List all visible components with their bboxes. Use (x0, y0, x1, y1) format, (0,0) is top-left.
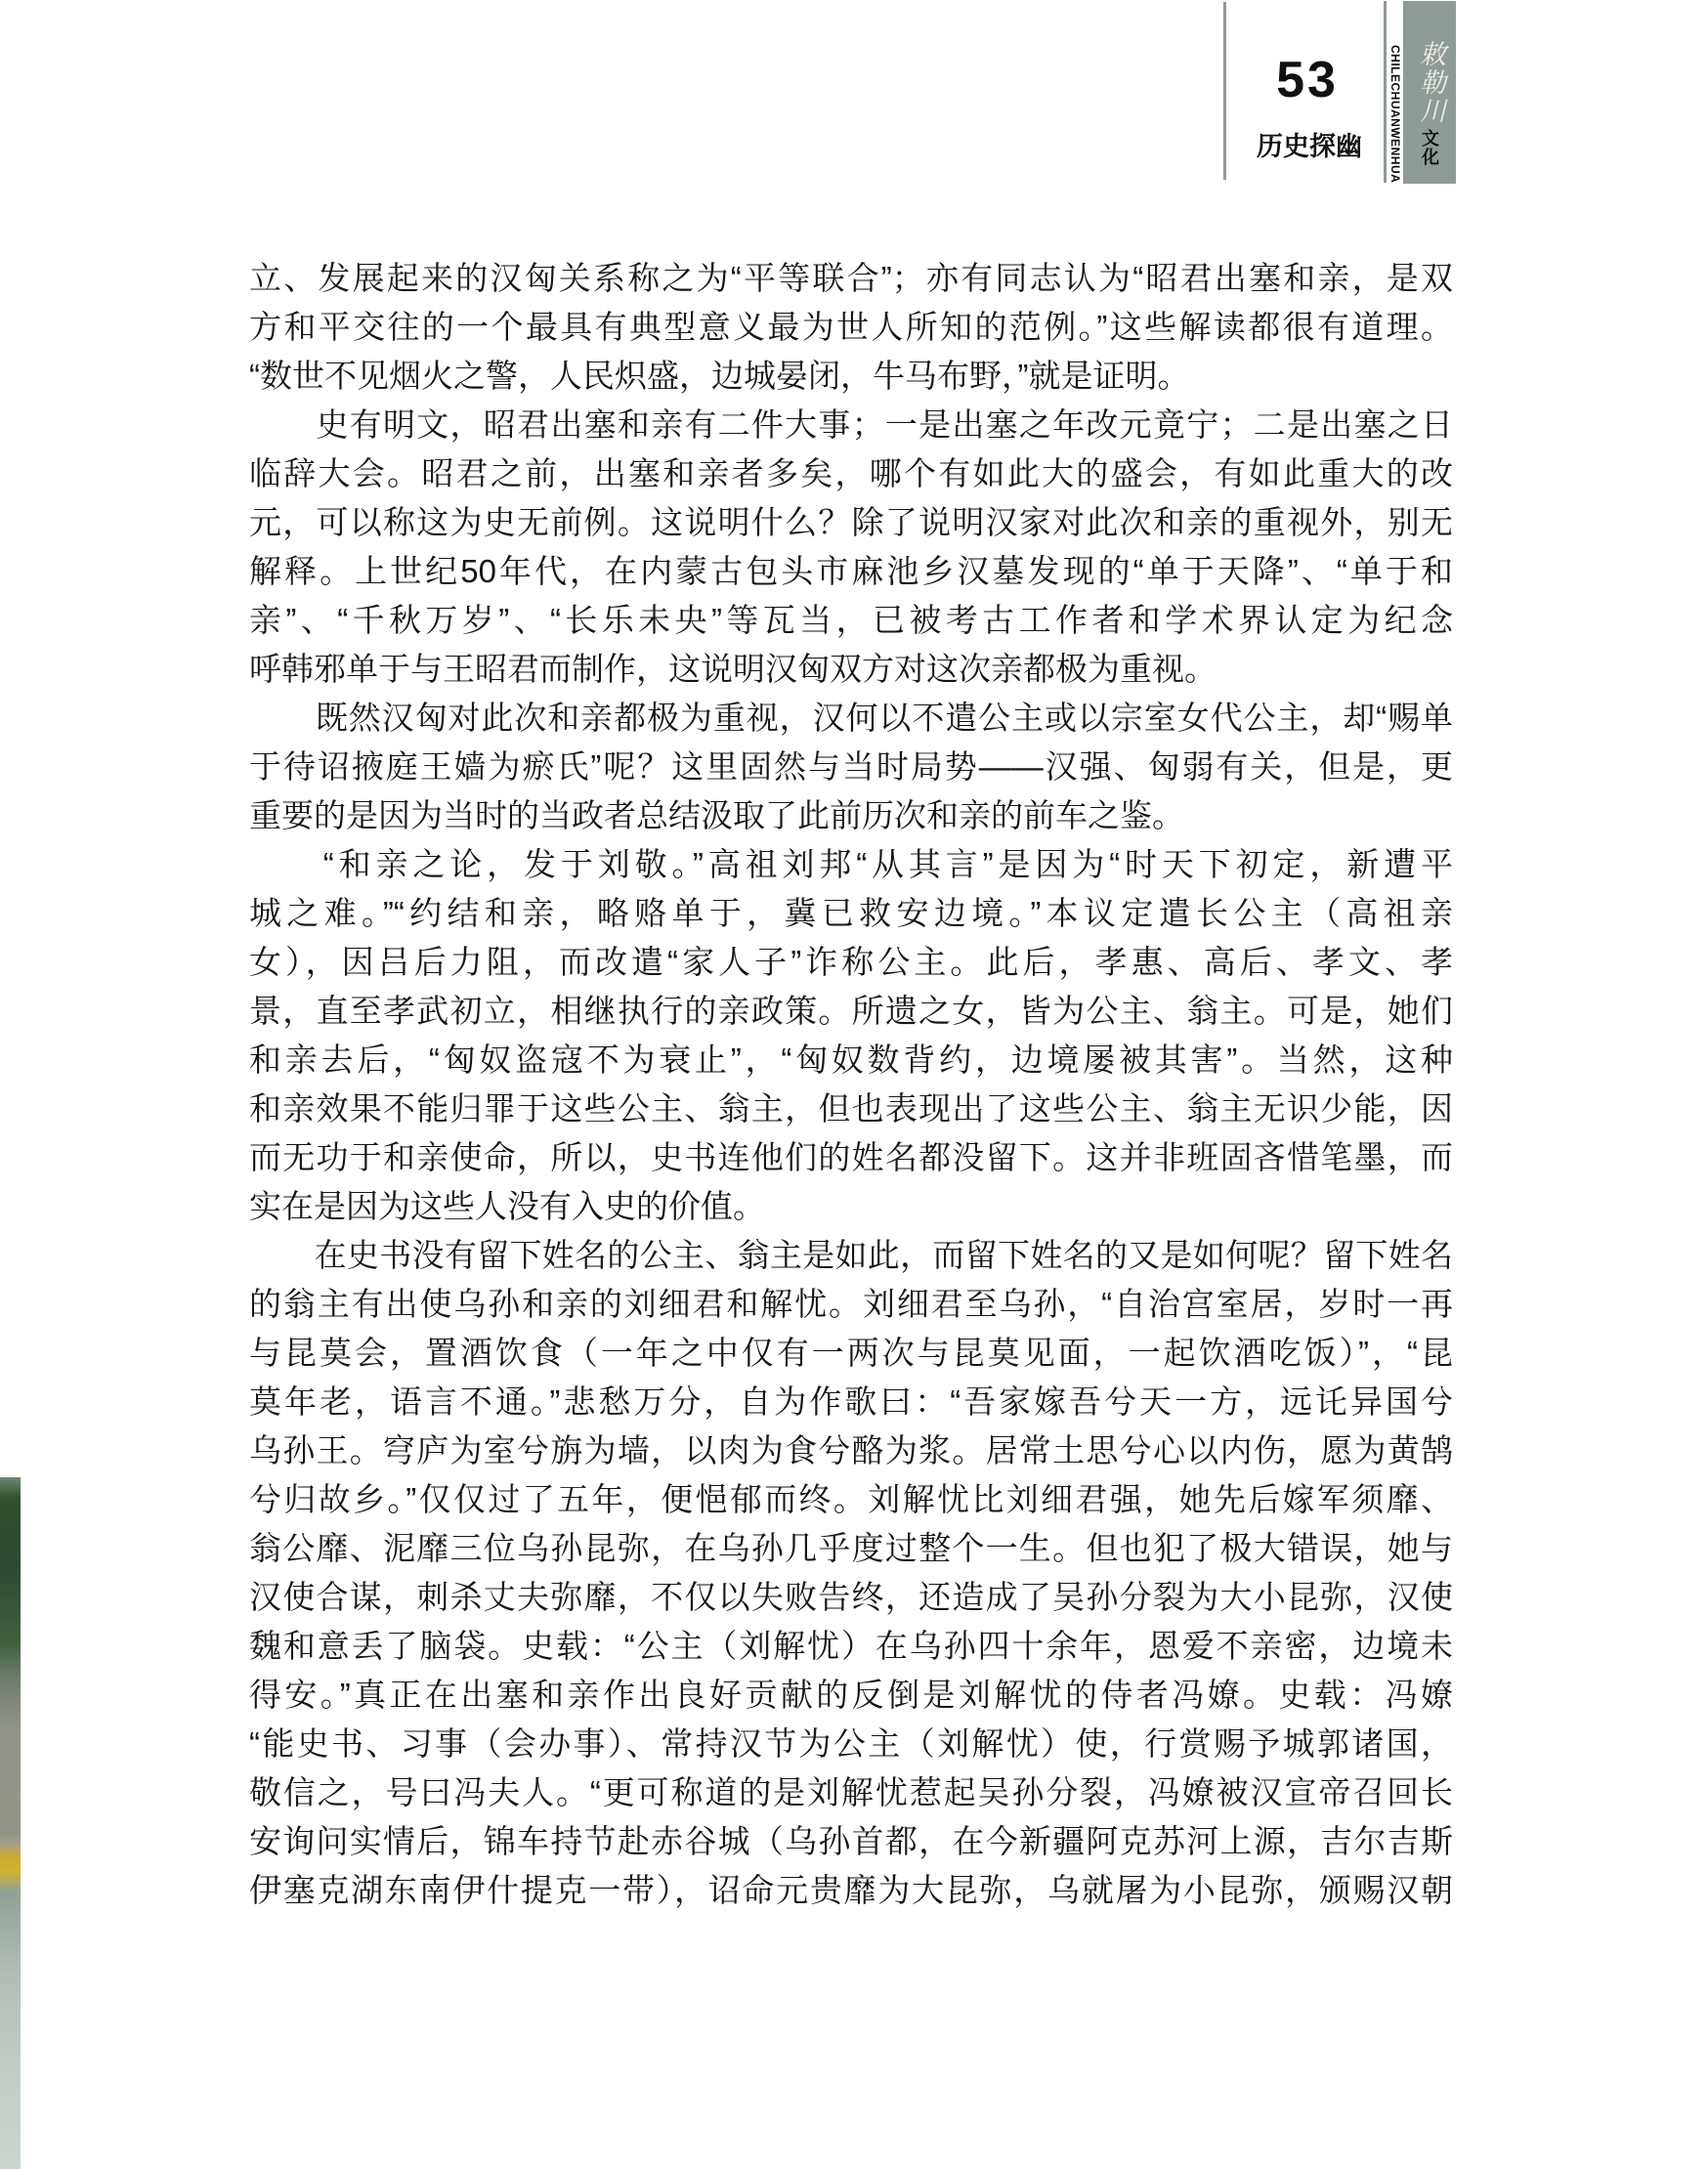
text-line: 汉使合谋，刺杀丈夫弥靡，不仅以失败告终，还造成了吴孙分裂为大小昆弥，汉使 (249, 1579, 1453, 1615)
text-line: 城之难。”“约结和亲，略赂单于，冀已救安边境。”本议定遣长公主（高祖亲 (249, 895, 1453, 931)
text-line: 敬信之，号曰冯夫人。“更可称道的是刘解忧惹起吴孙分裂，冯嫽被汉宣帝召回长 (249, 1774, 1453, 1810)
text-line: 元，可以称这为史无前例。这说明什么？除了说明汉家对此次和亲的重视外，别无 (249, 504, 1453, 540)
text-line: 重要的是因为当时的当政者总结汲取了此前历次和亲的前车之鉴。 (249, 797, 1184, 833)
masthead-label: 文化 (1420, 129, 1439, 166)
text-line: 魏和意丢了脑袋。史载：“公主（刘解忧）在乌孙四十余年，恩爱不亲密，边境未 (249, 1628, 1453, 1664)
masthead-romanization: CHILECHUANWENHUA (1388, 45, 1402, 184)
text-line: 既然汉匈对此次和亲都极为重视，汉何以不遣公主或以宗室女代公主，却“赐单 (249, 700, 1453, 736)
text-line: 立、发展起来的汉匈关系称之为“平等联合”；亦有同志认为“昭君出塞和亲，是双 (249, 260, 1453, 296)
text-line: 呼韩邪单于与王昭君而制作，这说明汉匈双方对这次亲都极为重视。 (249, 651, 1217, 687)
header-divider-left (1223, 2, 1226, 180)
left-photo-strip (0, 1477, 21, 2169)
text-line: 翁公靡、泥靡三位乌孙昆弥，在乌孙几乎度过整个一生。但也犯了极大错误，她与 (249, 1530, 1453, 1566)
article-body (249, 254, 1453, 1915)
text-line: 实在是因为这些人没有入史的价值。 (249, 1188, 765, 1224)
masthead-calligraphy: 敕勒川 (1415, 40, 1445, 125)
section-title: 历史探幽 (1257, 132, 1362, 161)
text-line: 得安。”真正在出塞和亲作出良好贡献的反倒是刘解忧的侍者冯嫽。史载：冯嫽 (249, 1677, 1453, 1713)
text-line: 伊塞克湖东南伊什提克一带），诏命元贵靡为大昆弥，乌就屠为小昆弥，颁赐汉朝 (249, 1872, 1453, 1908)
text-line: 乌孙王。穹庐为室兮旃为墙，以肉为食兮酪为浆。居常土思兮心以内伤，愿为黄鹄 (249, 1432, 1453, 1468)
text-line: 兮归故乡。”仅仅过了五年，便悒郁而终。刘解忧比刘细君强，她先后嫁军须靡、 (249, 1481, 1453, 1517)
masthead-block (1403, 1, 1456, 184)
text-line: 临辞大会。昭君之前，出塞和亲者多矣，哪个有如此大的盛会，有如此重大的改 (249, 455, 1453, 491)
text-line: 史有明文，昭君出塞和亲有二件大事；一是出塞之年改元竟宁；二是出塞之日 (249, 406, 1453, 443)
text-line: 解释。上世纪50年代，在内蒙古包头市麻池乡汉墓发现的“单于天降”、“单于和 (249, 553, 1453, 589)
text-line: “数世不见烟火之警，人民炽盛，边城晏闭，牛马布野，”就是证明。 (249, 358, 1190, 394)
text-line: 和亲去后，“匈奴盗寇不为衰止”，“匈奴数背约，边境屡被其害”。当然，这种 (249, 1042, 1453, 1078)
text-line: “和亲之论，发于刘敬。”高祖刘邦“从其言”是因为“时天下初定，新遭平 (249, 846, 1453, 882)
text-line: “能史书、习事（会办事）、常持汉节为公主（刘解忧）使，行赏赐予城郭诸国， (249, 1725, 1453, 1762)
text-line: 而无功于和亲使命，所以，史书连他们的姓名都没留下。这并非班固吝惜笔墨，而 (249, 1139, 1453, 1175)
text-line: 安询问实情后，锦车持节赴赤谷城（乌孙首都，在今新疆阿克苏河上源，吉尔吉斯 (249, 1823, 1453, 1859)
text-line: 和亲效果不能归罪于这些公主、翁主，但也表现出了这些公主、翁主无识少能，因 (249, 1090, 1453, 1127)
page-number: 53 (1276, 52, 1339, 108)
text-line: 景，直至孝武初立，相继执行的亲政策。所遗之女，皆为公主、翁主。可是，她们 (249, 993, 1453, 1029)
text-line: 女），因吕后力阻，而改遣“家人子”诈称公主。此后，孝惠、高后、孝文、孝 (249, 944, 1453, 980)
text-line: 方和平交往的一个最具有典型意义最为世人所知的范例。”这些解读都很有道理。 (249, 309, 1453, 345)
text-line: 亲”、“千秋万岁”、“长乐未央”等瓦当，已被考古工作者和学术界认定为纪念 (249, 602, 1453, 638)
text-line: 的翁主有出使乌孙和亲的刘细君和解忧。刘细君至乌孙，“自治宫室居，岁时一再 (249, 1286, 1453, 1322)
text-line: 莫年老，语言不通。”悲愁万分，自为作歌曰：“吾家嫁吾兮天一方，远讬异国兮 (249, 1383, 1453, 1420)
text-line: 在史书没有留下姓名的公主、翁主是如此，而留下姓名的又是如何呢？留下姓名 (249, 1237, 1453, 1273)
text-line: 与昆莫会，置酒饮食（一年之中仅有一两次与昆莫见面，一起饮酒吃饭）”，“昆 (249, 1335, 1453, 1371)
text-line: 于待诏掖庭王嫱为瘀氏”呢？这里固然与当时局势——汉强、匈弱有关，但是，更 (249, 748, 1453, 785)
